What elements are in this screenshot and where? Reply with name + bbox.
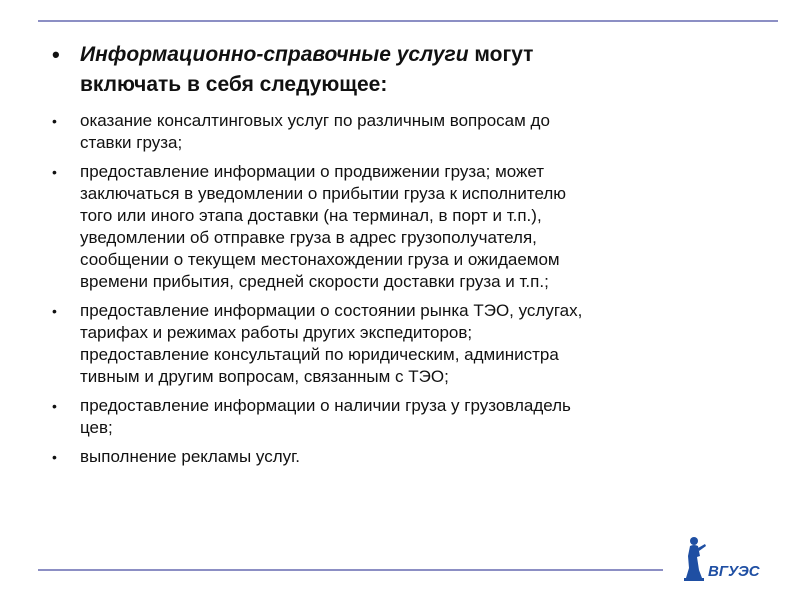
bottom-divider bbox=[38, 569, 663, 571]
list-item bbox=[52, 395, 742, 439]
list-item-text: оказание консалтинговых услуг по различным вопросам до ставки груза; bbox=[80, 111, 550, 152]
logo-text: ВГУЭС bbox=[708, 563, 760, 580]
slide-heading bbox=[52, 40, 742, 100]
list-bullet: • bbox=[52, 113, 57, 129]
list-item-text: предоставление информации о состоянии рынка ТЭО, услугах, тарифах и режимах работы других экспедиторов; предоставление консультаций по юридическим, администра тивным и другим вопросам, связанным с ТЭО; bbox=[80, 301, 583, 386]
list-item bbox=[52, 110, 742, 154]
list-bullet: • bbox=[52, 303, 57, 319]
list-item-text: выполнение рекламы услуг. bbox=[80, 447, 300, 466]
list-item bbox=[52, 161, 742, 293]
heading-rest: могут включать в себя следующее: bbox=[80, 43, 534, 96]
heading-italic-term: Информационно-справочные услуги bbox=[80, 43, 469, 66]
list-item-text: предоставление информации о продвижении груза; может заключаться в уведомлении о прибытии груза к исполнителю того или иного этапа доставки (на терминал, в порт и т.п.), уведомлении об отправке груза в адрес грузополучателя, сообщении о текущем местонахождении груза и ожидаемом времени прибытия, средней скорости доставки груза и т.п.; bbox=[80, 162, 567, 291]
heading-bullet: • bbox=[52, 42, 60, 67]
list-bullet: • bbox=[52, 164, 57, 180]
top-divider bbox=[38, 20, 778, 22]
list-bullet: • bbox=[52, 449, 57, 465]
university-logo bbox=[678, 532, 778, 584]
services-list bbox=[52, 110, 742, 468]
slide-content bbox=[52, 40, 742, 475]
list-item bbox=[52, 446, 742, 468]
list-item-text: предоставление информации о наличии груза у грузовладель цев; bbox=[80, 396, 571, 437]
list-item bbox=[52, 300, 742, 388]
list-bullet: • bbox=[52, 398, 57, 414]
figure-emblem-icon bbox=[684, 537, 706, 581]
heading-text bbox=[80, 40, 533, 100]
